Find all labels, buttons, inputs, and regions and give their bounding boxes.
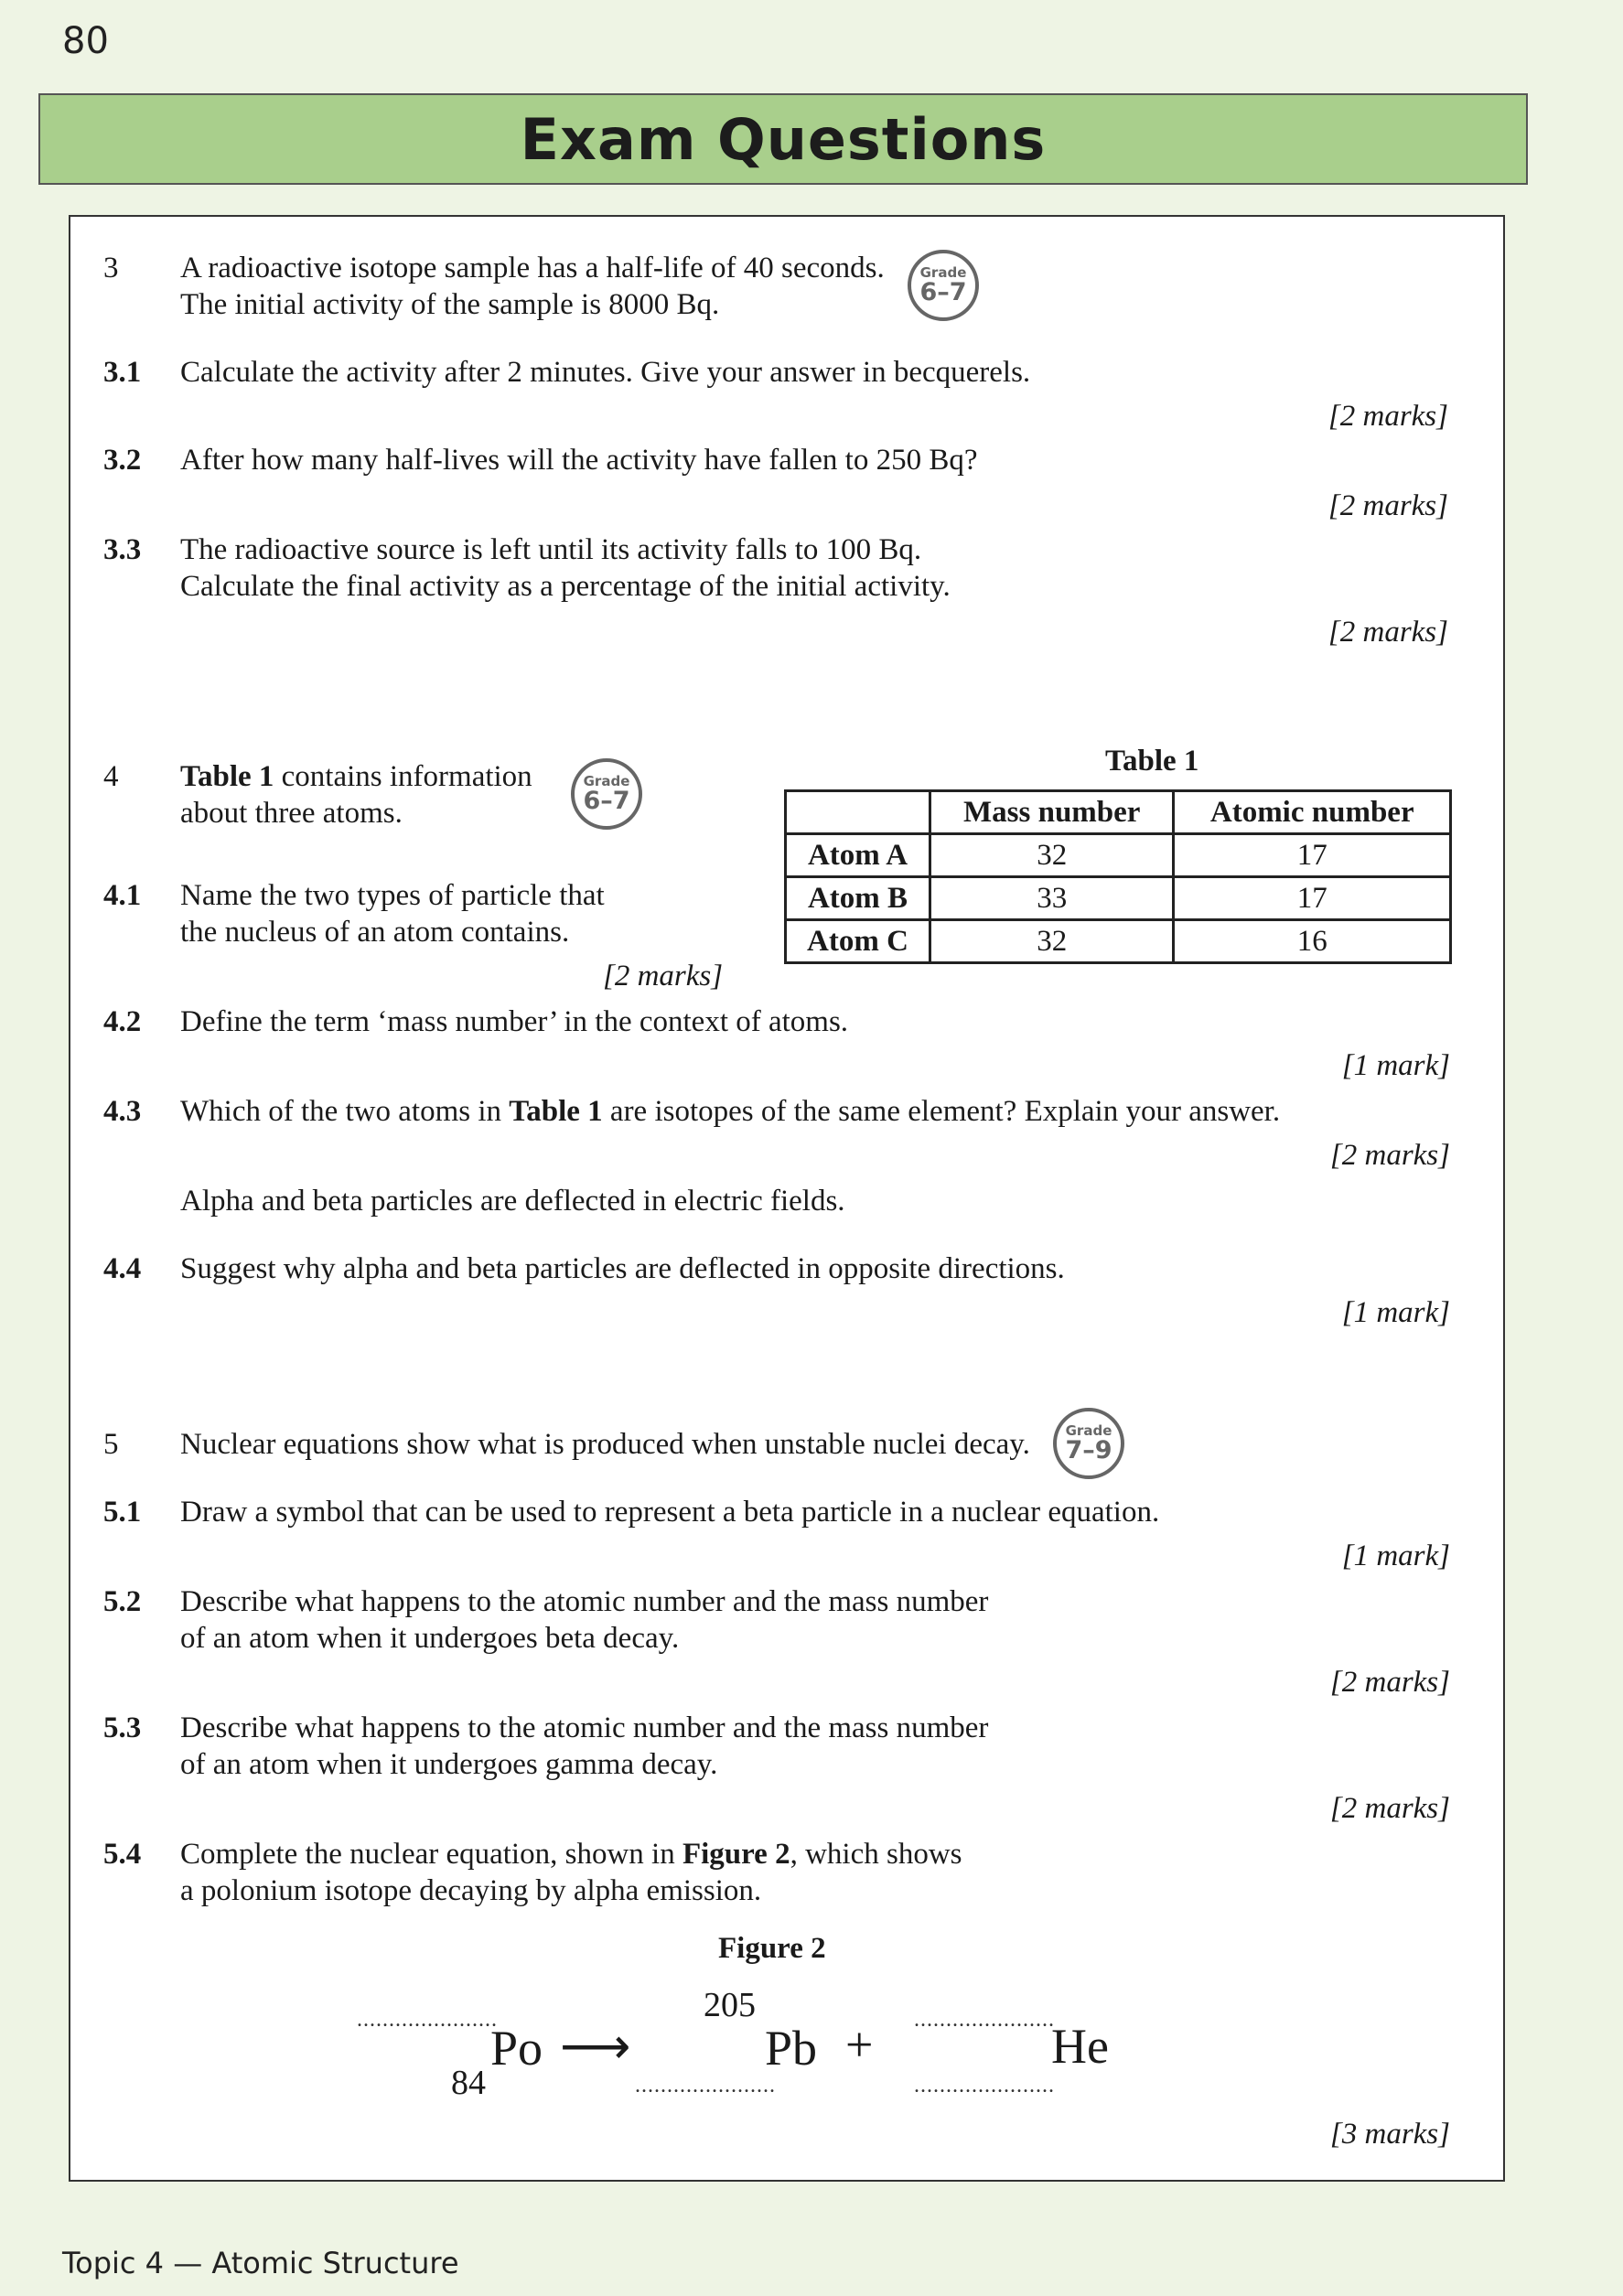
he-mass-blank: ...................... xyxy=(914,2008,1055,2032)
table-row xyxy=(786,834,1451,877)
question-3-2-number: 3.2 xyxy=(103,444,142,477)
title-banner xyxy=(38,93,1528,185)
question-4-2-marks: [1 mark] xyxy=(1341,1049,1450,1082)
question-3-3-number: 3.3 xyxy=(103,533,142,566)
question-4-intro: Alpha and beta particles are deflected in electric fields. xyxy=(180,1185,845,1218)
table-cell-mass: 32 xyxy=(930,834,1174,877)
question-3-1-text: Calculate the activity after 2 minutes. Give your answer in becquerels. xyxy=(180,356,1031,389)
question-5-3-marks: [2 marks] xyxy=(1329,1792,1450,1825)
question-5-4-line-1 xyxy=(180,1836,962,1872)
question-4-2-number: 4.2 xyxy=(103,1005,142,1038)
grade-badge-range: 7–9 xyxy=(1065,1436,1112,1465)
po-atomic-number: 84 xyxy=(451,2064,486,2102)
grade-badge-label: Grade xyxy=(919,264,967,281)
question-4-3-number: 4.3 xyxy=(103,1095,142,1128)
table-cell-atomic: 17 xyxy=(1174,877,1451,920)
grade-badge-icon xyxy=(908,250,979,321)
grade-badge-label: Grade xyxy=(1065,1422,1112,1439)
question-5-2-line-2: of an atom when it undergoes beta decay. xyxy=(180,1622,680,1655)
question-5-4-post: , which shows xyxy=(790,1838,962,1871)
question-5-1-marks: [1 mark] xyxy=(1341,1540,1450,1572)
page-number: 80 xyxy=(62,20,109,62)
question-4-3-text xyxy=(180,1093,1280,1130)
reaction-arrow: ⟶ xyxy=(560,2019,631,2074)
question-3-1-number: 3.1 xyxy=(103,356,142,389)
table-row-atom: Atom C xyxy=(786,920,930,963)
question-4-line-1 xyxy=(180,758,532,795)
question-4-2-text: Define the term ‘mass number’ in the context of atoms. xyxy=(180,1005,849,1038)
pb-mass-number: 205 xyxy=(704,1986,756,2024)
table-1 xyxy=(784,789,1452,964)
question-4-1-number: 4.1 xyxy=(103,879,142,912)
question-4-3-pre: Which of the two atoms in xyxy=(180,1095,510,1128)
pb-symbol: Pb xyxy=(765,2021,818,2076)
question-5-4-number: 5.4 xyxy=(103,1838,142,1871)
question-3-3-line-1: The radioactive source is left until its activity falls to 100 Bq. xyxy=(180,533,922,566)
figure-2-caption: Figure 2 xyxy=(718,1932,826,1965)
question-3-1-marks: [2 marks] xyxy=(1327,400,1448,433)
question-4-3-table-ref: Table 1 xyxy=(509,1095,603,1128)
footer-topic: Topic 4 — Atomic Structure xyxy=(62,2246,459,2280)
question-5-1-number: 5.1 xyxy=(103,1496,142,1529)
table-cell-atomic: 16 xyxy=(1174,920,1451,963)
question-5-4-marks: [3 marks] xyxy=(1329,2118,1450,2151)
table-row xyxy=(786,877,1451,920)
table-1-caption: Table 1 xyxy=(1105,745,1199,778)
question-4-line-2: about three atoms. xyxy=(180,797,403,830)
po-symbol: Po xyxy=(490,2021,543,2076)
question-4-table-ref: Table 1 xyxy=(180,760,274,793)
table-cell-mass: 32 xyxy=(930,920,1174,963)
question-5-1-text: Draw a symbol that can be used to represent a beta particle in a nuclear equation. xyxy=(180,1496,1160,1529)
grade-badge-range: 6–7 xyxy=(919,278,967,306)
question-3-line-1: A radioactive isotope sample has a half-life of 40 seconds. xyxy=(180,252,885,284)
question-5-4-figure-ref: Figure 2 xyxy=(682,1838,790,1871)
grade-badge-icon xyxy=(1053,1408,1124,1479)
question-5-2-marks: [2 marks] xyxy=(1329,1666,1450,1699)
grade-badge-range: 6–7 xyxy=(583,787,630,815)
table-header-row xyxy=(786,791,1451,834)
question-3-3-line-2: Calculate the final activity as a percentage of the initial activity. xyxy=(180,570,951,603)
question-3-2-marks: [2 marks] xyxy=(1327,489,1448,522)
page-title: Exam Questions xyxy=(520,105,1047,173)
question-4-4-marks: [1 mark] xyxy=(1341,1296,1450,1329)
question-3-3-marks: [2 marks] xyxy=(1327,616,1448,649)
question-5-4-pre: Complete the nuclear equation, shown in xyxy=(180,1838,683,1871)
question-5-2-line-1: Describe what happens to the atomic number and the mass number xyxy=(180,1585,989,1618)
table-row-atom: Atom A xyxy=(786,834,930,877)
pb-atomic-blank: ...................... xyxy=(635,2074,776,2098)
po-mass-blank: ...................... xyxy=(357,2008,498,2032)
he-symbol: He xyxy=(1051,2019,1109,2074)
he-atomic-blank: ...................... xyxy=(914,2074,1055,2098)
question-4-3-post: are isotopes of the same element? Explain your answer. xyxy=(602,1095,1281,1128)
table-row-atom: Atom B xyxy=(786,877,930,920)
question-4-4-number: 4.4 xyxy=(103,1252,142,1285)
grade-badge-icon xyxy=(571,758,642,830)
question-5-3-number: 5.3 xyxy=(103,1711,142,1744)
question-3-2-text: After how many half-lives will the activity have fallen to 250 Bq? xyxy=(180,444,978,477)
question-4-1-line-1: Name the two types of particle that xyxy=(180,879,605,912)
question-5-text: Nuclear equations show what is produced when unstable nuclei decay. xyxy=(180,1428,1030,1461)
question-5-number: 5 xyxy=(103,1428,119,1461)
question-5-2-number: 5.2 xyxy=(103,1585,142,1618)
question-4-1-line-2: the nucleus of an atom contains. xyxy=(180,916,570,949)
table-cell-atomic: 17 xyxy=(1174,834,1451,877)
table-header-blank xyxy=(786,791,930,834)
question-4-1-marks: [2 marks] xyxy=(603,960,724,992)
table-row xyxy=(786,920,1451,963)
question-4-line-1-rest: contains information xyxy=(274,760,532,793)
question-4-number: 4 xyxy=(103,760,119,793)
question-3-line-2: The initial activity of the sample is 8000 Bq. xyxy=(180,288,720,321)
question-5-3-line-1: Describe what happens to the atomic number and the mass number xyxy=(180,1711,989,1744)
table-cell-mass: 33 xyxy=(930,877,1174,920)
table-header-mass-number: Mass number xyxy=(930,791,1174,834)
question-5-4-line-2: a polonium isotope decaying by alpha emission. xyxy=(180,1874,762,1907)
question-4-3-marks: [2 marks] xyxy=(1329,1139,1450,1172)
questions-box xyxy=(69,215,1505,2182)
question-4-4-text: Suggest why alpha and beta particles are deflected in opposite directions. xyxy=(180,1252,1065,1285)
table-header-atomic-number: Atomic number xyxy=(1174,791,1451,834)
question-3-number: 3 xyxy=(103,252,119,284)
plus-sign: + xyxy=(845,2017,874,2072)
question-5-3-line-2: of an atom when it undergoes gamma decay. xyxy=(180,1748,718,1781)
grade-badge-label: Grade xyxy=(583,773,630,789)
